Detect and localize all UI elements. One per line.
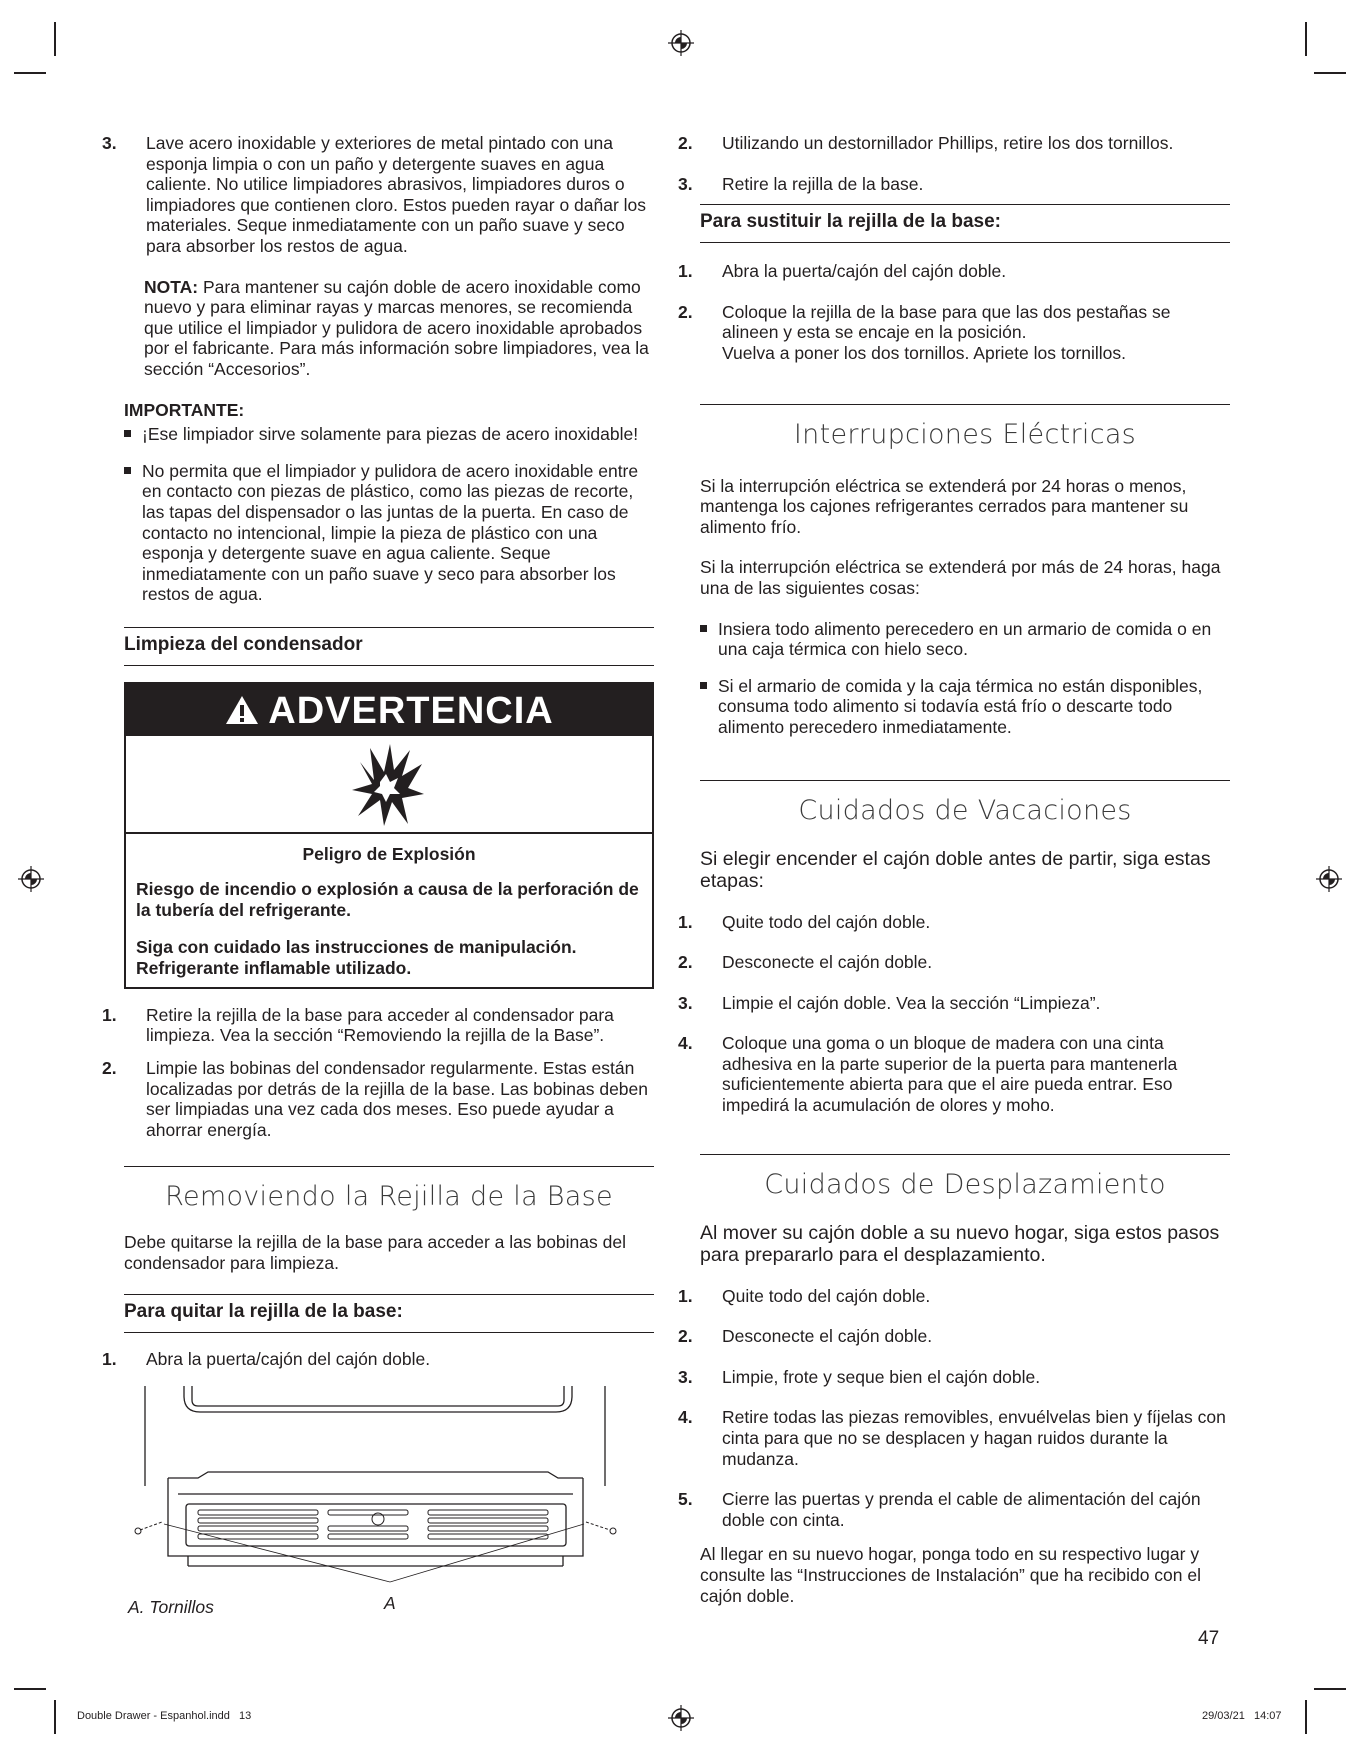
step-text: Retire la rejilla de la base para acceder al condensador para limpieza. Vea la sección “Removiendo la rejilla de la Base”. xyxy=(146,1004,614,1046)
moving-outro: Al llegar en su nuevo hogar, ponga todo en su respectivo lugar y consulte las “Instrucciones de Instalación” que ha recibido con el cajón doble. xyxy=(700,1544,1201,1606)
vacation-intro: Si elegir encender el cajón doble antes de partir, siga estas etapas: xyxy=(700,847,1211,892)
crop-mark xyxy=(54,22,56,56)
moving-care-title: Cuidados de Desplazamiento xyxy=(700,1154,1230,1200)
base-grille-figure xyxy=(128,1386,628,1596)
explosion-icon xyxy=(350,742,426,828)
condenser-cleaning-heading: Limpieza del condensador xyxy=(124,627,654,666)
crop-mark xyxy=(54,1700,56,1734)
explosion-pictogram xyxy=(126,736,652,834)
step-number: 3. xyxy=(678,992,693,1013)
bullet-square-icon xyxy=(124,430,131,437)
step-text: Lave acero inoxidable y exteriores de metal pintado con una esponja limpia o con un paño y detergente suaves en agua caliente. No utilice limpiadores abrasivos, limpiadores duros o limpiadores que contienen cloro. Estos pueden rayar o dañar los materiales. Seque inmediatamente con un paño suave y seco para absorber los restos de agua. xyxy=(146,133,647,256)
left-column xyxy=(102,133,654,1389)
step-text: Desconecte el cajón doble. xyxy=(722,1326,933,1347)
callout-lines xyxy=(164,1524,584,1582)
warning-triangle-icon xyxy=(224,694,260,726)
step-number: 2. xyxy=(678,133,693,153)
step-text: Limpie el cajón doble. Vea la sección “Limpieza”. xyxy=(722,992,1101,1013)
replace-grille-heading: Para sustituir la rejilla de la base: xyxy=(700,204,1230,243)
power-outage-title: Interrupciones Eléctricas xyxy=(700,404,1230,450)
step-number: 1. xyxy=(678,1285,693,1306)
remove-grille-intro: Debe quitarse la rejilla de la base para acceder a las bobinas del condensador para limpieza. xyxy=(124,1232,626,1274)
remove-grille-step-3 xyxy=(678,173,1230,195)
bullet-text: Insiera todo alimento perecedero en un armario de comida o en una caja térmica con hielo seco. xyxy=(718,618,1212,660)
step-number: 1. xyxy=(678,261,693,282)
step-number: 4. xyxy=(678,1033,693,1054)
moving-step xyxy=(678,1285,1230,1307)
power-outage-bullet xyxy=(700,619,1230,660)
right-column xyxy=(678,133,1230,1606)
remove-grille-step-1 xyxy=(102,1348,654,1370)
vacation-step xyxy=(678,992,1230,1014)
step-text: Quite todo del cajón doble. xyxy=(722,911,931,932)
step-number: 5. xyxy=(678,1489,693,1510)
vacation-step xyxy=(678,1033,1230,1116)
condenser-steps xyxy=(102,1004,654,1141)
moving-step xyxy=(678,1326,1230,1347)
step-text: Retire la rejilla de la base. xyxy=(722,173,924,194)
vacation-care-title: Cuidados de Vacaciones xyxy=(700,780,1230,826)
vacation-step xyxy=(678,911,1230,933)
figure-caption: A. Tornillos xyxy=(128,1597,214,1617)
step-number: 2. xyxy=(678,1326,693,1347)
step-text: Limpie las bobinas del condensador regularmente. Estas están localizadas por detrás de la rejilla de la base. Las bobinas deben ser limpiadas una vez cada dos meses. Eso puede ayudar a ahorrar energía. xyxy=(146,1058,648,1140)
step-text: Coloque una goma o un bloque de madera con una cinta adhesiva en la parte superior de la puerta para mantenerla suficientemente abierta para que el aire pueda entrar. Eso impedirá la acumulación de olores y moho. xyxy=(722,1033,1178,1116)
registration-mark-icon xyxy=(668,1705,694,1731)
grille-slots xyxy=(198,1510,548,1539)
power-outage-bullet xyxy=(700,676,1230,738)
step-text: Retire todas las piezas removibles, envuélvelas bien y fíjelas con cinta para que no se desplacen y hagan ruidos durante la mudanza. xyxy=(722,1407,1226,1469)
moving-intro: Al mover su cajón doble a su nuevo hogar, siga estos pasos para prepararlo para el desplazamiento. xyxy=(700,1221,1220,1266)
power-outage-p2: Si la interrupción eléctrica se extenderá por más de 24 horas, haga una de las siguientes cosas: xyxy=(700,557,1221,598)
bullet-square-icon xyxy=(700,625,707,632)
bullet-square-icon xyxy=(124,467,131,474)
step-number: 1. xyxy=(102,1348,117,1369)
condenser-step-2 xyxy=(102,1058,654,1140)
step-number: 2. xyxy=(678,301,693,322)
step-text: Cierre las puertas y prenda el cable de alimentación del cajón doble con cinta. xyxy=(722,1489,1201,1530)
registration-mark-icon xyxy=(18,866,44,892)
step-number: 3. xyxy=(678,1366,693,1387)
vacation-step xyxy=(678,952,1230,973)
registration-mark-icon xyxy=(1316,866,1342,892)
bullet-text: No permita que el limpiador y pulidora de acero inoxidable entre en contacto con piezas de plástico, como las piezas de recorte, las tapas del dispensador o las juntas de la puerta. En caso de contacto no intencional, limpie la pieza de plástico con una esponja y detergente suave en agua caliente. Seque inmediatamente con un paño suave y seco para absorber los restos de agua. xyxy=(142,460,639,605)
slug-datetime: 29/03/21 14:07 xyxy=(1202,1710,1282,1722)
bullet-text: ¡Ese limpiador sirve solamente para piezas de acero inoxidable! xyxy=(142,424,639,445)
warning-title: ADVERTENCIA xyxy=(268,689,554,732)
moving-step xyxy=(678,1366,1230,1388)
slug-filename: Double Drawer - Espanhol.indd 13 xyxy=(77,1710,252,1722)
step-number: 4. xyxy=(678,1407,693,1428)
replace-grille-step-2 xyxy=(678,301,1230,364)
replace-grille-step-1 xyxy=(678,261,1230,282)
step-number: 2. xyxy=(678,952,693,973)
step-number: 1. xyxy=(102,1004,117,1025)
warning-line-2: Siga con cuidado las instrucciones de manipulación. Refrigerante inflamable utilizado. xyxy=(136,936,577,978)
remove-grille-heading: Para quitar la rejilla de la base: xyxy=(124,1294,654,1333)
registration-mark-icon xyxy=(668,30,694,56)
crop-mark xyxy=(1305,1700,1307,1734)
step-text: Abra la puerta/cajón del cajón doble. xyxy=(146,1348,431,1369)
warning-body xyxy=(126,834,652,987)
remove-grille-step-2 xyxy=(678,133,1230,154)
remove-grille-title: Removiendo la Rejilla de la Base xyxy=(124,1166,654,1212)
warning-box xyxy=(124,682,654,989)
important-bullet xyxy=(124,461,654,605)
crop-mark xyxy=(1305,22,1307,56)
step-text: Abra la puerta/cajón del cajón doble. xyxy=(722,261,1007,282)
step-text: Desconecte el cajón doble. xyxy=(722,952,933,973)
important-bullet xyxy=(124,424,654,445)
step-number: 2. xyxy=(102,1058,117,1079)
moving-step xyxy=(678,1407,1230,1469)
crop-mark xyxy=(1314,72,1346,74)
important-label: IMPORTANTE: xyxy=(124,399,245,420)
step-text: Quite todo del cajón doble. xyxy=(722,1285,931,1306)
warning-line-1: Riesgo de incendio o explosión a causa de la perforación de la tubería del refrigerante. xyxy=(136,878,639,920)
step-number: 3. xyxy=(678,173,693,194)
moving-step xyxy=(678,1489,1230,1530)
crop-mark xyxy=(14,1688,46,1690)
step-text: Coloque la rejilla de la base para que las dos pestañas se alineen y esta se encaje en la posición. xyxy=(722,301,1171,343)
step-text: Limpie, frote y seque bien el cajón doble. xyxy=(722,1366,1041,1387)
warning-hazard: Peligro de Explosión xyxy=(302,843,476,864)
cleaning-step-3 xyxy=(102,133,654,257)
figure-callout-label: A xyxy=(384,1593,396,1613)
crop-mark xyxy=(1314,1688,1346,1690)
step-extra-text: Vuelva a poner los dos tornillos. Apriete los tornillos. xyxy=(722,342,1127,363)
bullet-square-icon xyxy=(700,682,707,689)
crop-mark xyxy=(14,72,46,74)
step-text: Utilizando un destornillador Phillips, retire los dos tornillos. xyxy=(722,133,1174,153)
warning-header xyxy=(126,684,652,736)
note-text: Para mantener su cajón doble de acero inoxidable como nuevo y para eliminar rayas y marcas menores, se recomienda que utilice el limpiador y pulidora de acero inoxidable aprobados por el fabricante. Para más información sobre limpiadores, vea la sección “Accesorios”. xyxy=(144,276,649,379)
step-number: 1. xyxy=(678,911,693,932)
condenser-step-1 xyxy=(102,1004,654,1046)
screw-icon xyxy=(135,1522,616,1534)
bullet-text: Si el armario de comida y la caja térmica no están disponibles, consuma todo alimento si todavía está frío o descarte todo alimento perecedero inmediatamente. xyxy=(718,675,1203,737)
note-label: NOTA: xyxy=(144,276,199,297)
power-outage-p1: Si la interrupción eléctrica se extenderá por 24 horas o menos, mantenga los cajones refrigerantes cerrados para mantener su alimento frío. xyxy=(700,475,1189,537)
page-number: 47 xyxy=(1198,1628,1220,1649)
step-number: 3. xyxy=(102,133,117,153)
note-paragraph xyxy=(124,277,654,380)
